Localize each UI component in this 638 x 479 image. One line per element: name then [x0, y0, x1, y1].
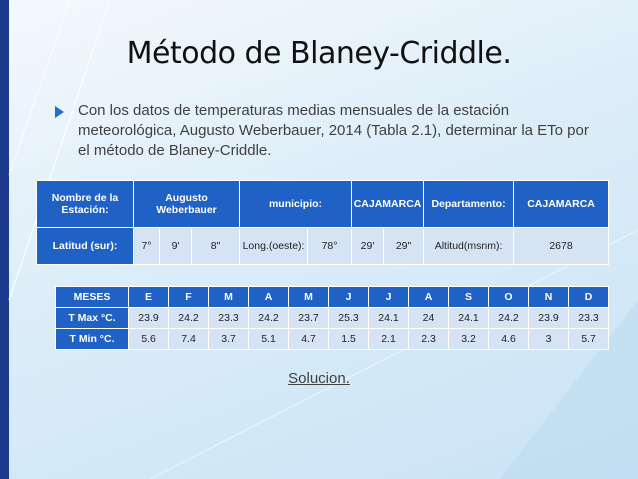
latitud-degrees: 7°	[134, 228, 160, 265]
departamento-value: CAJAMARCA	[514, 181, 609, 228]
tmax-value: 24.2	[249, 308, 289, 329]
station-row-name	[37, 181, 609, 228]
tmin-value: 3	[529, 329, 569, 350]
month-header: J	[369, 287, 409, 308]
months-header-row	[56, 287, 609, 308]
bullet-item	[55, 101, 595, 161]
month-header: N	[529, 287, 569, 308]
altitud-label: Altitud(msnm):	[424, 228, 514, 265]
month-header: A	[409, 287, 449, 308]
tmax-value: 23.9	[129, 308, 169, 329]
month-header: A	[249, 287, 289, 308]
month-header: M	[209, 287, 249, 308]
tmax-value: 24.1	[369, 308, 409, 329]
month-header: E	[129, 287, 169, 308]
tmin-value: 7.4	[169, 329, 209, 350]
month-header: D	[569, 287, 609, 308]
tmax-value: 23.3	[209, 308, 249, 329]
latitud-label: Latitud (sur):	[37, 228, 134, 265]
longitud-degrees: 78°	[308, 228, 352, 265]
tmax-value: 23.3	[569, 308, 609, 329]
meses-label: MESES	[56, 287, 129, 308]
bullet-text: Con los datos de temperaturas medias mensuales de la estación meteorológica, Augusto Weberbauer, 2014 (Tabla 2.1), determinar la ETo por el método de Blaney-Criddle.	[78, 102, 589, 159]
municipio-label: municipio:	[240, 181, 352, 228]
tmax-row	[56, 308, 609, 329]
longitud-minutes: 29'	[352, 228, 384, 265]
departamento-label: Departamento:	[424, 181, 514, 228]
latitud-minutes: 9'	[160, 228, 192, 265]
station-name-value: Augusto Weberbauer	[134, 181, 240, 228]
tmin-value: 2.3	[409, 329, 449, 350]
station-row-coords	[37, 228, 609, 265]
tmax-value: 25.3	[329, 308, 369, 329]
temperature-table	[55, 286, 609, 350]
tmin-label: T Min °C.	[56, 329, 129, 350]
tmax-value: 24.2	[169, 308, 209, 329]
solution-link[interactable]: Solucion.	[288, 370, 350, 387]
tmin-value: 3.7	[209, 329, 249, 350]
slide-title: Método de Blaney-Criddle.	[126, 36, 512, 71]
month-header: M	[289, 287, 329, 308]
month-header: F	[169, 287, 209, 308]
month-header: J	[329, 287, 369, 308]
tmin-value: 1.5	[329, 329, 369, 350]
tmin-value: 5.6	[129, 329, 169, 350]
tmin-value: 4.7	[289, 329, 329, 350]
tmax-value: 24.2	[489, 308, 529, 329]
tmax-value: 23.9	[529, 308, 569, 329]
tmin-value: 5.1	[249, 329, 289, 350]
tmin-value: 3.2	[449, 329, 489, 350]
station-table	[36, 180, 609, 265]
tmin-value: 4.6	[489, 329, 529, 350]
tmin-value: 5.7	[569, 329, 609, 350]
tmin-row	[56, 329, 609, 350]
station-name-label: Nombre de la Estación:	[37, 181, 134, 228]
municipio-value: CAJAMARCA	[352, 181, 424, 228]
month-header: S	[449, 287, 489, 308]
latitud-seconds: 8"	[192, 228, 240, 265]
bullet-arrow-icon	[55, 106, 64, 118]
longitud-seconds: 29"	[384, 228, 424, 265]
tmax-value: 24.1	[449, 308, 489, 329]
longitud-label: Long.(oeste):	[240, 228, 308, 265]
altitud-value: 2678	[514, 228, 609, 265]
tmax-label: T Max °C.	[56, 308, 129, 329]
tmax-value: 24	[409, 308, 449, 329]
tmin-value: 2.1	[369, 329, 409, 350]
tmax-value: 23.7	[289, 308, 329, 329]
month-header: O	[489, 287, 529, 308]
